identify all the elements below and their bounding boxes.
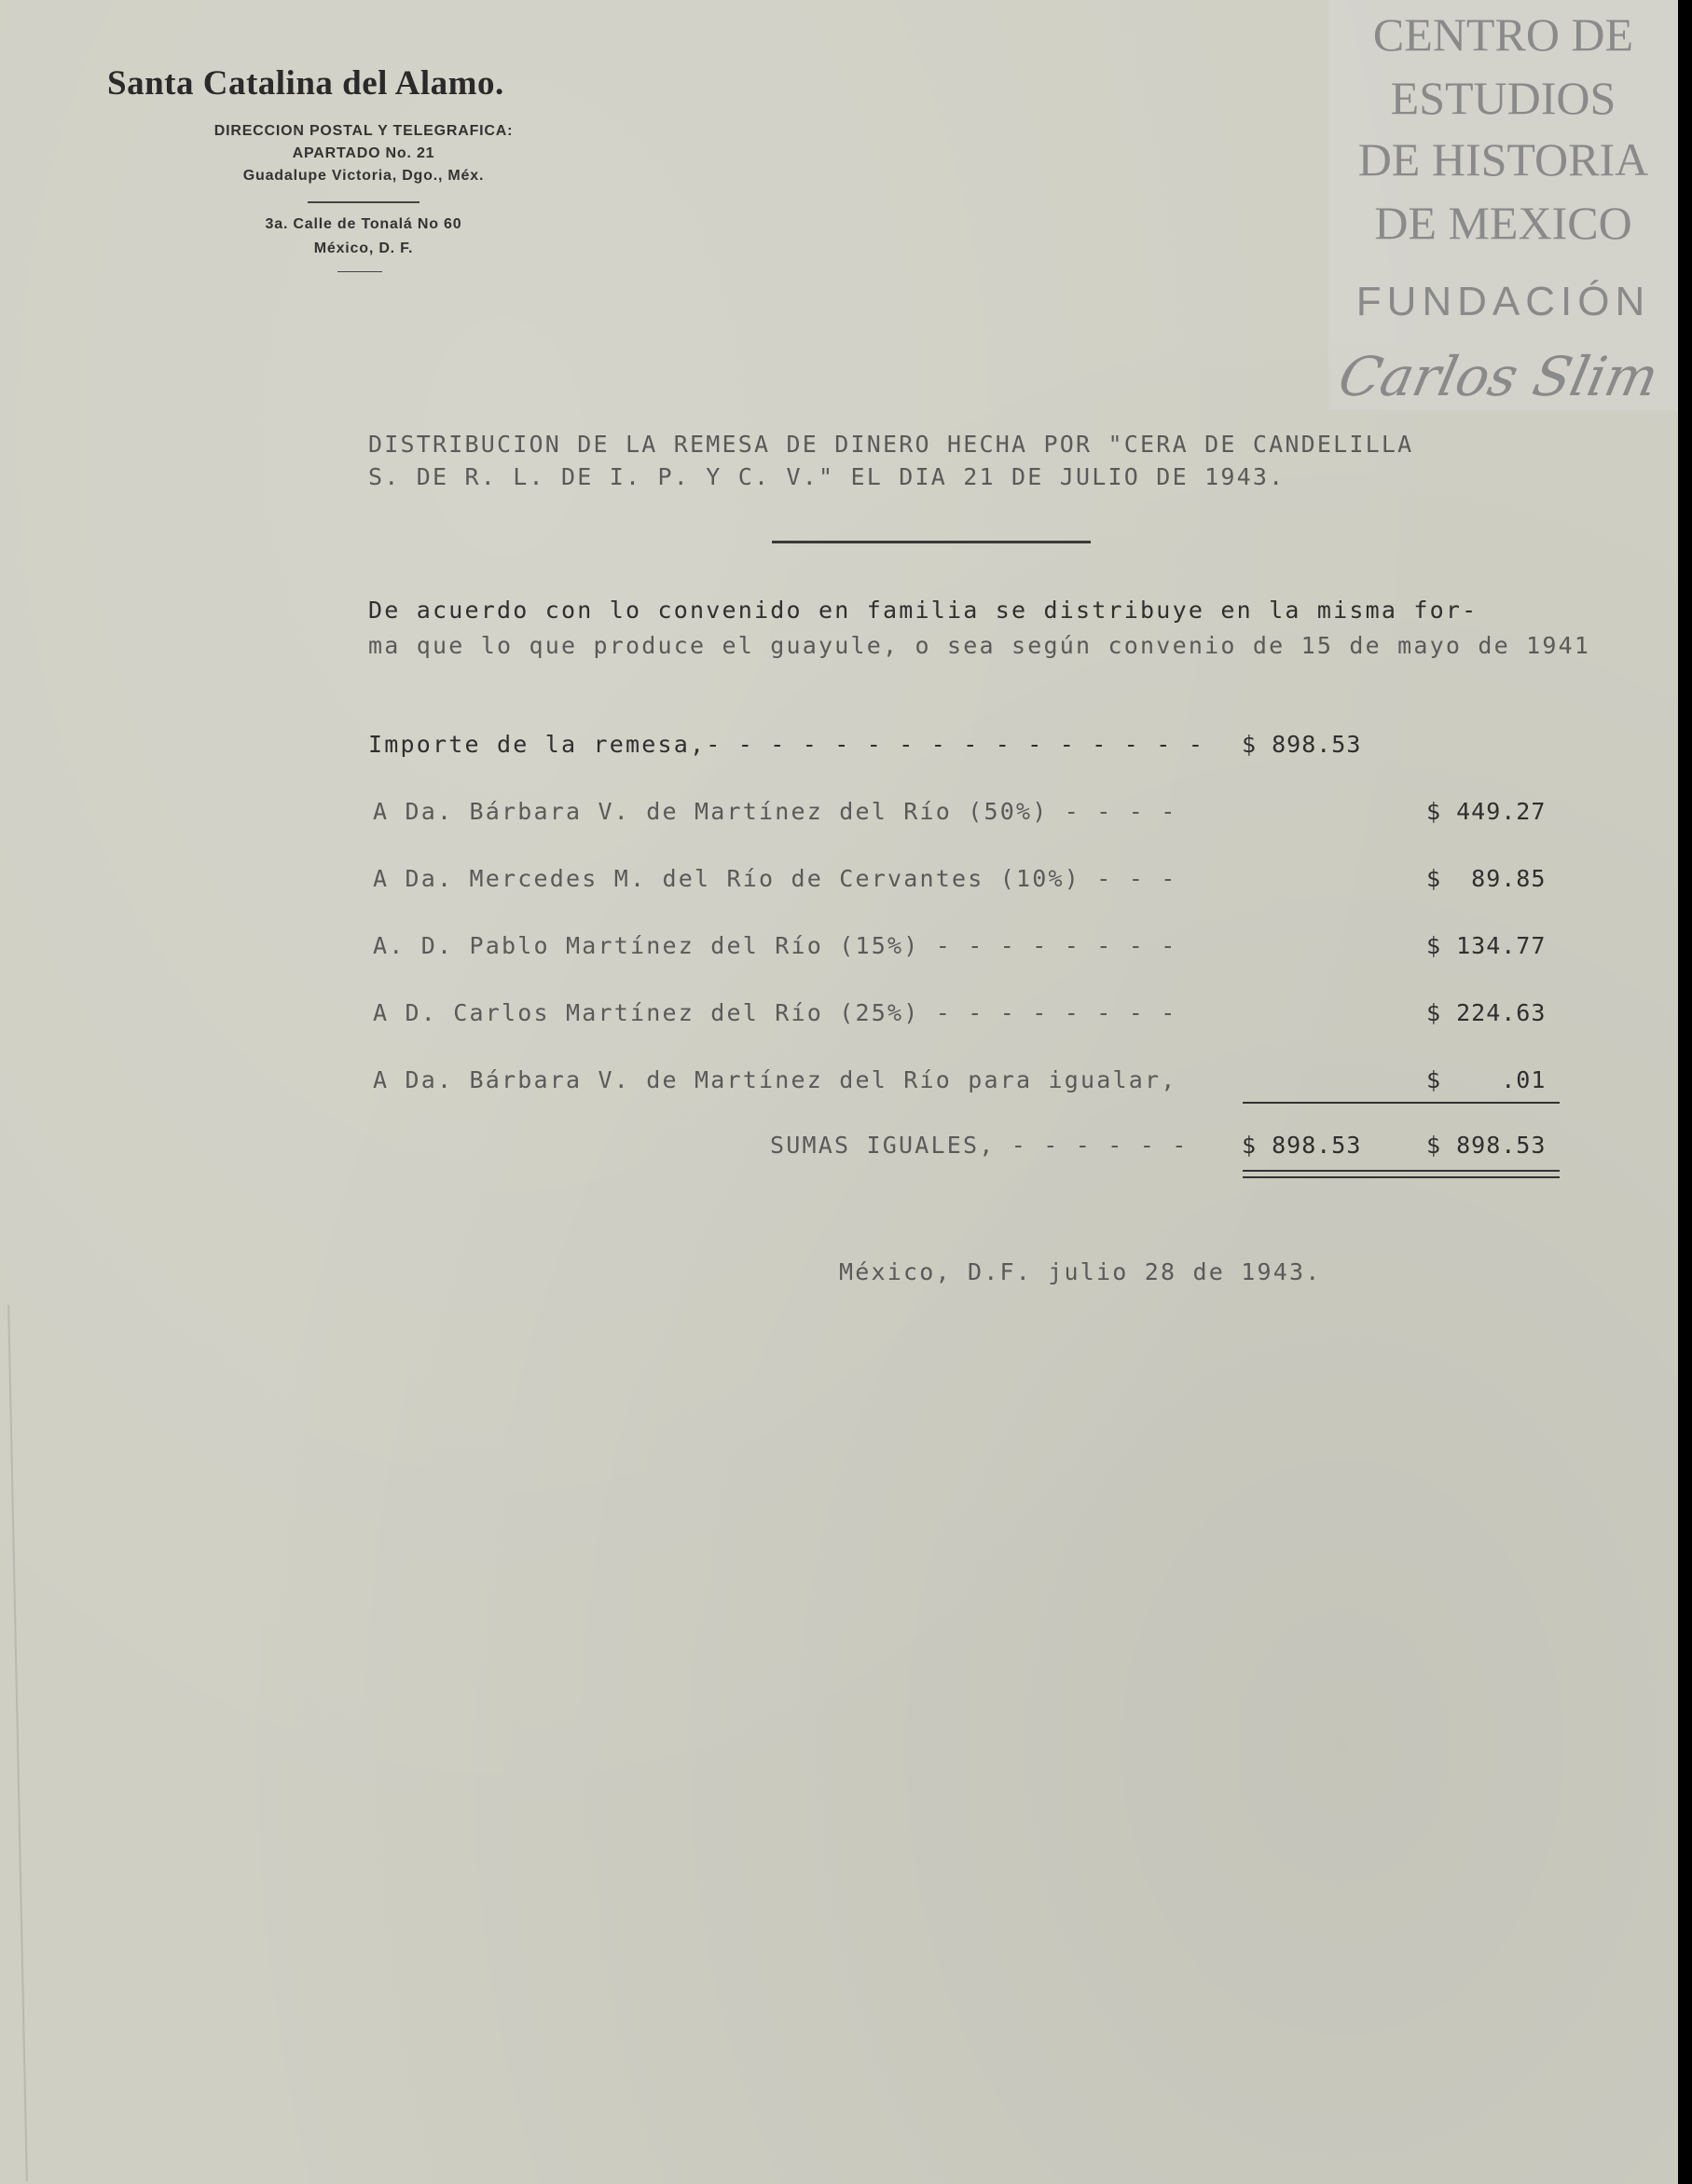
double-rule-bottom [1243, 1176, 1560, 1178]
letterhead-line-1: DIRECCION POSTAL Y TELEGRAFICA: [213, 123, 514, 139]
document-title-line-1: DISTRIBUCION DE LA REMESA DE DINERO HECHA POR "CERA DE CANDELILLA [368, 431, 1414, 458]
title-separator [772, 541, 1091, 543]
sum-left-amount: $ 898.53 [1242, 1132, 1362, 1159]
letterhead-company: Santa Catalina del Alamo. [107, 64, 504, 103]
document-title-line-2: S. DE R. L. DE I. P. Y C. V." EL DIA 21 DE JULIO DE 1943. [368, 463, 1286, 490]
sum-rule [1243, 1102, 1560, 1104]
watermark-line-2: ESTUDIOS [1390, 72, 1616, 124]
letterhead-line-4: 3a. Calle de Tonalá No 60 [265, 216, 462, 232]
double-rule-top [1243, 1170, 1560, 1172]
letterhead-line-5: México, D. F. [313, 240, 414, 256]
letterhead-underline [337, 271, 382, 272]
import-label: Importe de la remesa,- - - - - - - - - - - - - - - - [368, 731, 1205, 758]
distribution-row-2-amount: $ 89.85 [1426, 865, 1547, 892]
watermark-line-5: FUNDACIÓN [1355, 279, 1651, 324]
watermark-line-4: DE MEXICO [1374, 197, 1632, 249]
letterhead-divider [308, 201, 420, 203]
distribution-row-5-label: A Da. Bárbara V. de Martínez del Río para igualar, [373, 1066, 1177, 1093]
letterhead-line-3: Guadalupe Victoria, Dgo., Méx. [242, 168, 485, 184]
sum-right-amount: $ 898.53 [1426, 1132, 1547, 1159]
distribution-row-1-label: A Da. Bárbara V. de Martínez del Río (50%) - - - - [373, 798, 1177, 825]
archive-watermark [1328, 0, 1678, 410]
sums-label: SUMAS IGUALES, - - - - - - [770, 1132, 1189, 1159]
watermark-line-3: DE HISTORIA [1357, 133, 1649, 185]
import-amount: $ 898.53 [1242, 731, 1362, 758]
place-date: México, D.F. julio 28 de 1943. [839, 1258, 1322, 1285]
intro-line-2: ma que lo que produce el guayule, o sea según convenio de 15 de mayo de 1941 [368, 632, 1591, 659]
distribution-row-3-amount: $ 134.77 [1426, 932, 1547, 959]
intro-line-1: De acuerdo con lo convenido en familia se distribuye en la misma for- [368, 597, 1479, 624]
distribution-row-3-label: A. D. Pablo Martínez del Río (15%) - - - - - - - - [373, 932, 1177, 959]
letterhead-line-2: APARTADO No. 21 [292, 145, 435, 161]
distribution-row-4-amount: $ 224.63 [1426, 999, 1547, 1026]
watermark-line-1: CENTRO DE [1372, 8, 1634, 61]
distribution-row-5-amount: $ .01 [1426, 1066, 1547, 1093]
watermark-signature: Carlos Slim [1333, 345, 1664, 408]
paper-fold [7, 1305, 28, 2181]
distribution-row-4-label: A D. Carlos Martínez del Río (25%) - - - - - - - - [373, 999, 1177, 1026]
distribution-row-1-amount: $ 449.27 [1426, 798, 1547, 825]
distribution-row-2-label: A Da. Mercedes M. del Río de Cervantes (10%) - - - [373, 865, 1177, 892]
